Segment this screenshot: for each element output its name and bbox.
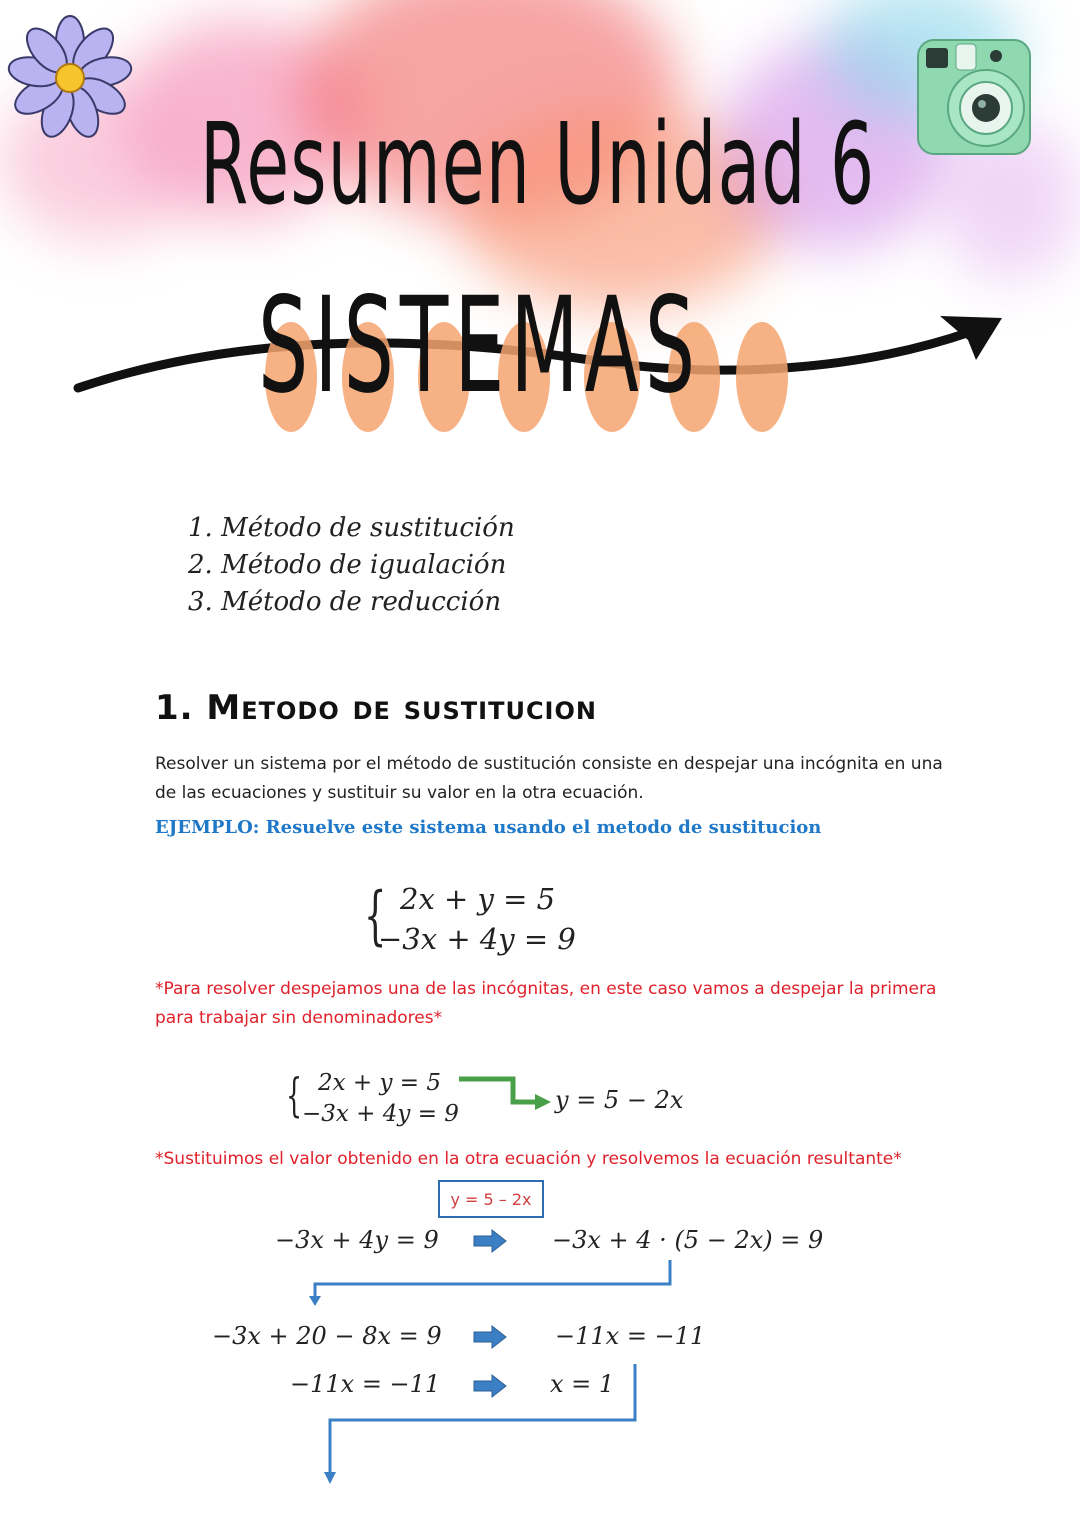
- toc-item: 3. Método de reducción: [188, 587, 502, 617]
- step3-right-2: x = 1: [550, 1370, 615, 1398]
- connector-line-icon: [305, 1258, 685, 1308]
- green-arrow-icon: [455, 1074, 555, 1110]
- step1-result: y = 5 − 2x: [555, 1086, 684, 1114]
- section-description: Resolver un sistema por el método de sustitución consiste en despejar una incógnita en una de las ecuaciones y sustituir su valor en la otra ecuación.: [155, 754, 943, 803]
- section-heading: 1. Metodo de sustitucion: [155, 688, 597, 728]
- step1-brace: {: [286, 1068, 303, 1122]
- toc-item: 2. Método de igualación: [188, 550, 507, 580]
- step2-right: −3x + 4 · (5 − 2x) = 9: [552, 1226, 824, 1254]
- step2-left: −3x + 4y = 9: [275, 1226, 439, 1254]
- note-isolate: *Para resolver despejamos una de las incógnitas, en este caso vamos a despejar la primera para trabajar sin denominadores*: [155, 979, 937, 1028]
- system-eq2: −3x + 4y = 9: [378, 922, 576, 956]
- connector-line-icon: [320, 1362, 650, 1492]
- step1-eq1: 2x + y = 5: [318, 1070, 442, 1096]
- step3-left-2: −11x = −11: [290, 1370, 441, 1398]
- substitution-box: y = 5 – 2x: [438, 1180, 544, 1218]
- toc-item: 1. Método de sustitución: [188, 513, 515, 543]
- step1-eq2: −3x + 4y = 9: [302, 1101, 459, 1127]
- toc-list: [188, 510, 515, 621]
- system-eq1: 2x + y = 5: [400, 882, 556, 916]
- step3-left-1: −3x + 20 − 8x = 9: [212, 1322, 442, 1350]
- example-label: EJEMPLO: Resuelve este sistema usando el metodo de sustitucion: [155, 817, 822, 838]
- step3-right-1: −11x = −11: [555, 1322, 706, 1350]
- arrow-right-icon: [472, 1228, 508, 1254]
- instant-camera-icon: [914, 34, 1034, 158]
- page-subtitle: SISTEMAS: [258, 269, 702, 423]
- note-substitute: *Sustituimos el valor obtenido en la otra ecuación y resolvemos la ecuación resultante*: [155, 1149, 902, 1169]
- system-brace: {: [364, 879, 387, 953]
- page-title: Resumen Unidad 6: [200, 100, 876, 230]
- flower-icon: [4, 14, 136, 142]
- arrow-right-icon: [472, 1324, 508, 1350]
